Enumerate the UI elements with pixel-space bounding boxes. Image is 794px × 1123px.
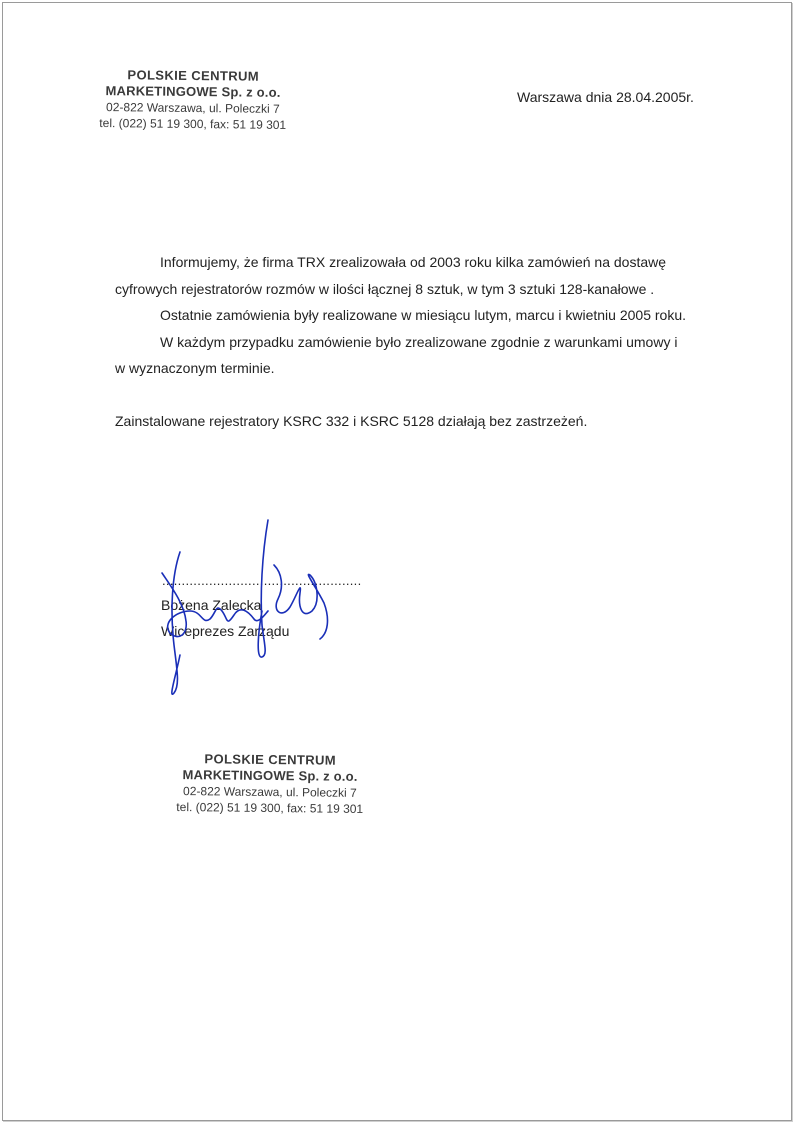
signature-dotted-line: ................................................... bbox=[162, 573, 362, 588]
company-letterhead bbox=[88, 67, 299, 133]
signer-name: Bożena Zalecka bbox=[161, 597, 262, 613]
letter-body bbox=[115, 249, 690, 435]
letterhead-address: 02-822 Warszawa, ul. Poleczki 7 bbox=[106, 100, 280, 116]
stamp-name-line2: MARKETINGOWE Sp. z o.o. bbox=[182, 767, 358, 784]
letterhead-name-line1: POLSKIE CENTRUM bbox=[127, 67, 260, 84]
letterhead-name-line2: MARKETINGOWE Sp. z o.o. bbox=[105, 83, 281, 100]
stamp-phones: tel. (022) 51 19 300, fax: 51 19 301 bbox=[176, 800, 364, 816]
handwritten-signature bbox=[150, 515, 340, 700]
paragraph-3: W każdym przypadku zamówienie było zrealizowane zgodnie z warunkami umowy i w wyznaczonym terminie. bbox=[115, 333, 678, 376]
stamp-address: 02-822 Warszawa, ul. Poleczki 7 bbox=[183, 784, 357, 800]
paragraph-1: Informujemy, że firma TRX zrealizowała od 2003 roku kilka zamówień na dostawę cyfrowych rejestratorów rozmów w ilości łącznej 8 sztuk, w tym 3 sztuki 128-kanałowe . bbox=[115, 254, 667, 297]
paragraph-2: Ostatnie zamówienia były realizowane w miesiącu lutym, marcu i kwietniu 2005 roku. bbox=[160, 307, 686, 323]
paragraph-4: Zainstalowane rejestratory KSRC 332 i KSRC 5128 działają bez zastrzeżeń. bbox=[115, 413, 588, 429]
letter-date: Warszawa dnia 28.04.2005r. bbox=[517, 89, 694, 105]
letterhead-phones: tel. (022) 51 19 300, fax: 51 19 301 bbox=[99, 116, 287, 132]
signer-role: Wiceprezes Zarządu bbox=[161, 623, 290, 639]
stamp-name-line1: POLSKIE CENTRUM bbox=[204, 751, 337, 768]
company-stamp bbox=[165, 751, 376, 817]
page-frame bbox=[2, 2, 792, 1121]
